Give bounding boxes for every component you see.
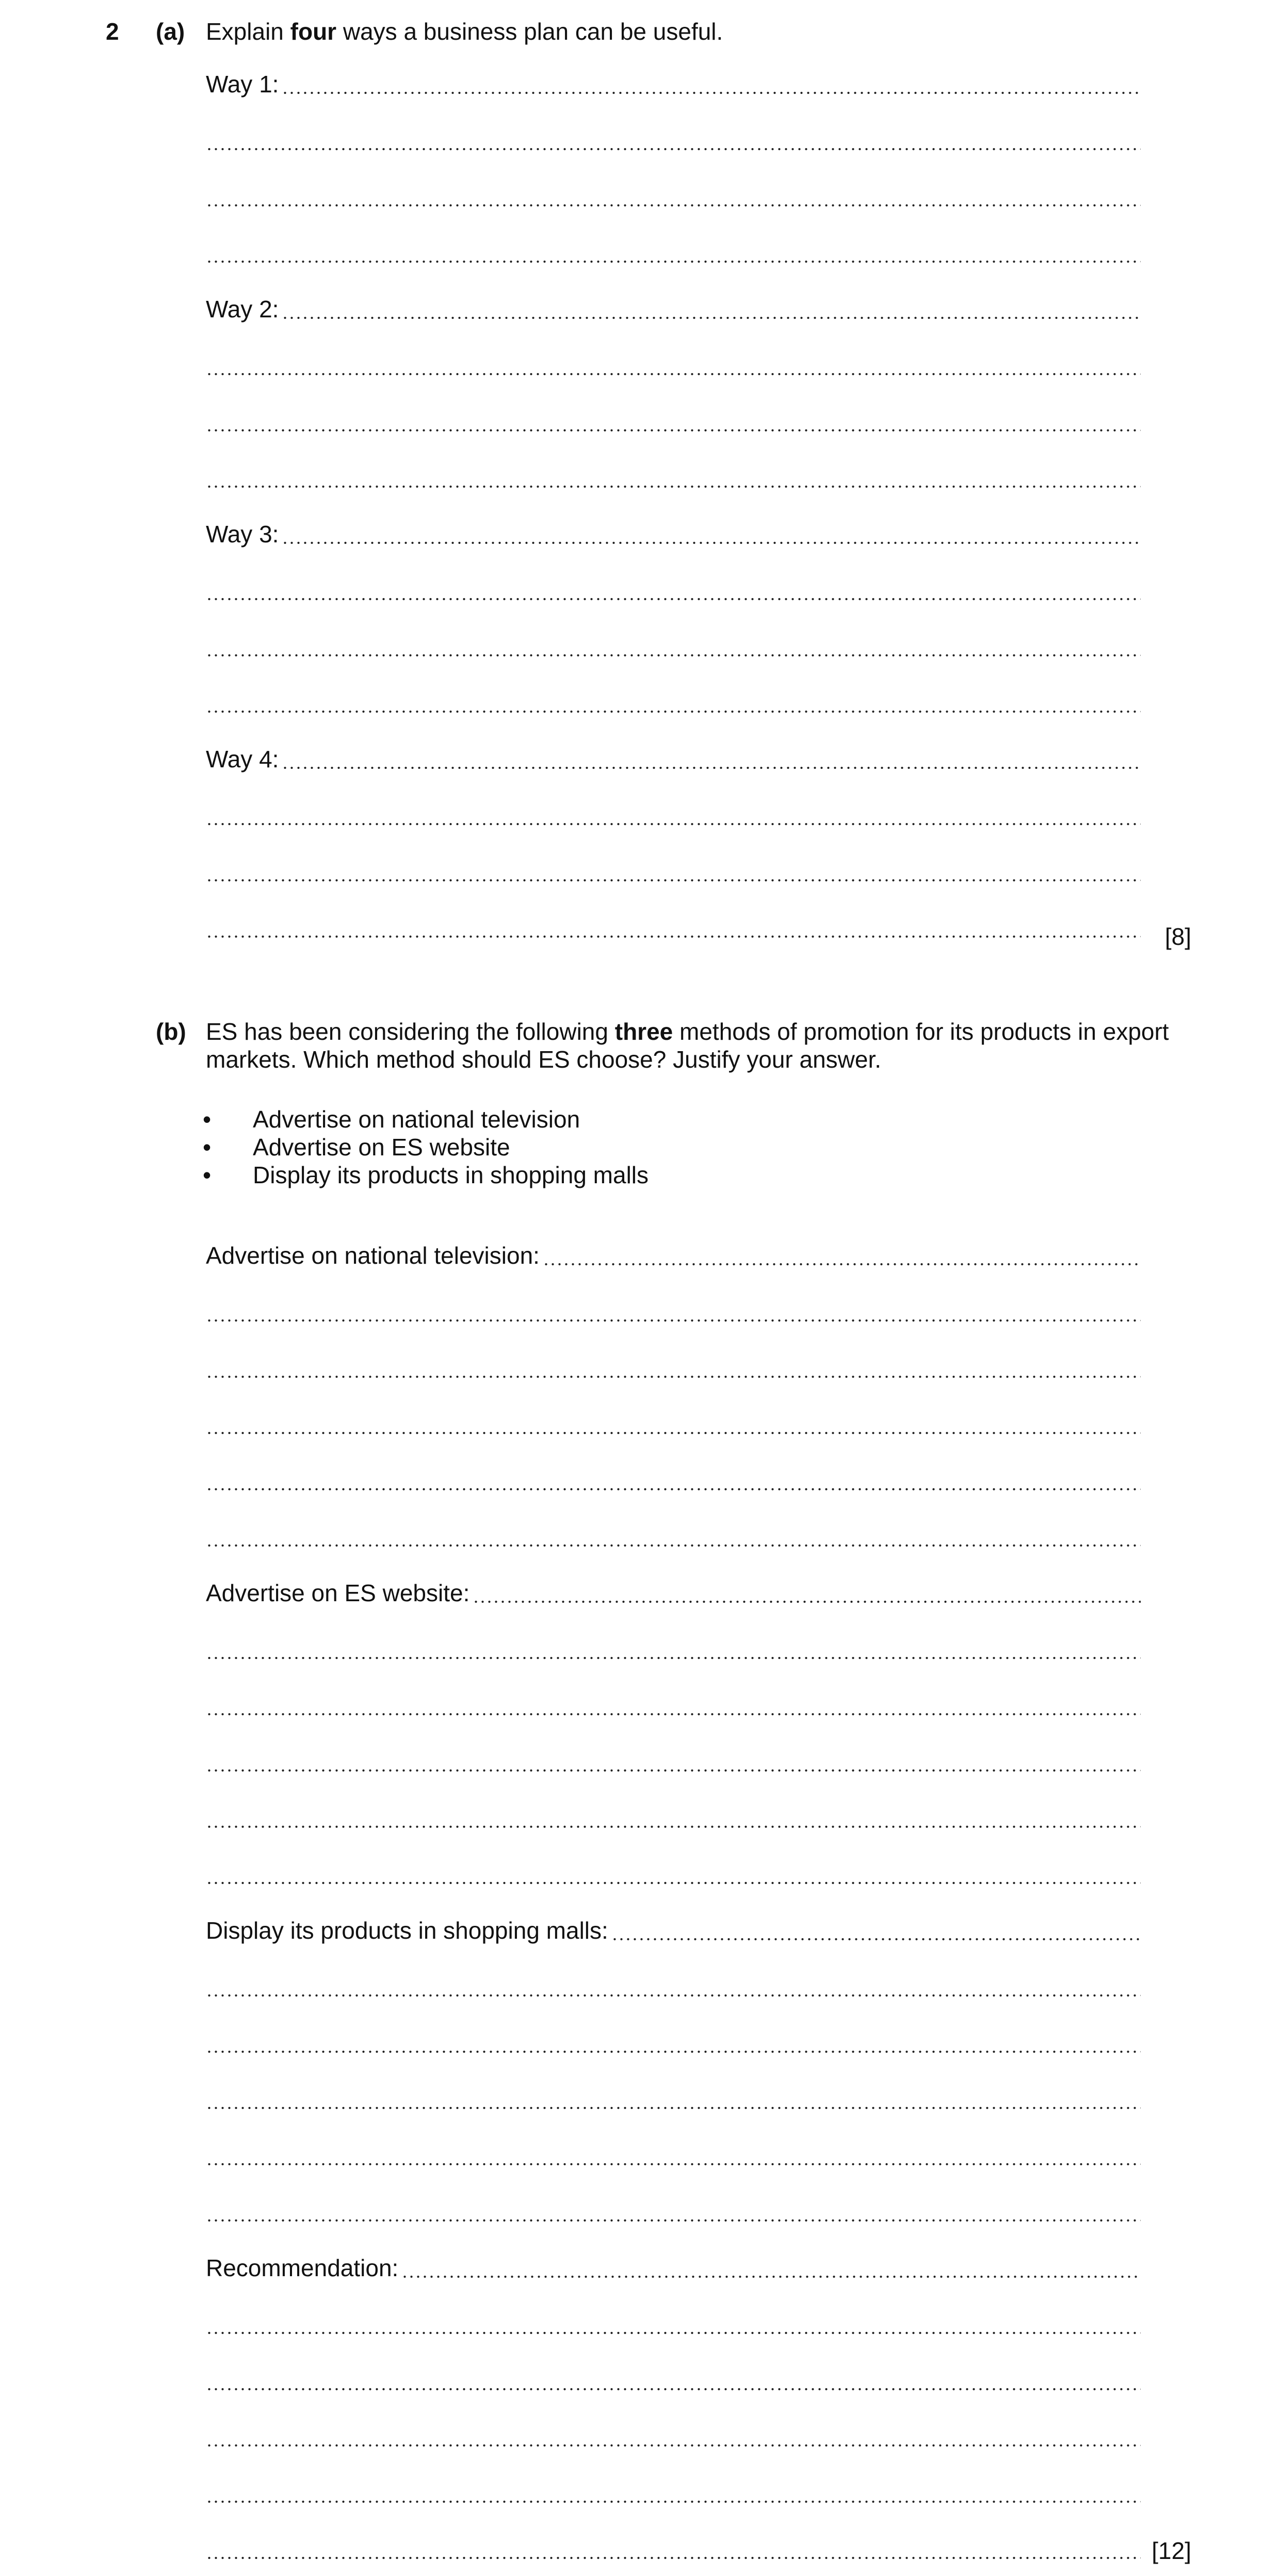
part-a-answer-line[interactable]	[206, 576, 1141, 602]
part-a-answer-line-labelled[interactable]	[206, 520, 1141, 546]
part-a-stem	[206, 20, 723, 43]
bullet-marker: •	[203, 1134, 212, 1161]
part-b-marks: [12]	[1152, 2537, 1191, 2564]
dotted-rule	[206, 1431, 1141, 1435]
dotted-rule	[401, 2275, 1141, 2279]
dotted-rule	[206, 935, 1141, 939]
dotted-rule	[206, 1543, 1141, 1548]
dotted-rule	[282, 91, 1141, 95]
part-b-answer-line[interactable]	[206, 1298, 1141, 1324]
dotted-rule	[473, 1600, 1141, 1604]
part-a-answer-line[interactable]	[206, 858, 1141, 883]
part-b-answer-line-labelled[interactable]	[206, 1242, 1141, 1267]
bullet-item: Advertise on national television	[253, 1106, 580, 1133]
dotted-rule	[206, 485, 1141, 489]
part-b-stem-end: methods of promotion for its products in export	[673, 1018, 1169, 1045]
dotted-rule	[206, 428, 1141, 432]
part-b-answer-line-labelled[interactable]	[206, 2254, 1141, 2280]
part-a-answer-line[interactable]	[206, 914, 1141, 940]
part-b-answer-label: Recommendation:	[206, 2255, 399, 2281]
part-a-answer-line[interactable]	[206, 464, 1141, 490]
part-b-answer-line[interactable]	[206, 1523, 1141, 1549]
part-a-answer-line[interactable]	[206, 351, 1141, 377]
dotted-rule	[206, 147, 1141, 151]
part-a-answer-line-labelled[interactable]	[206, 70, 1141, 96]
part-a-stem-start: Explain	[206, 18, 290, 45]
part-a-answer-line[interactable]	[206, 408, 1141, 433]
dotted-rule	[206, 1318, 1141, 1323]
part-b-answer-line[interactable]	[206, 1973, 1141, 1999]
bullet-item: Display its products in shopping malls	[253, 1162, 649, 1188]
part-a-marks: [8]	[1164, 923, 1191, 950]
dotted-rule	[206, 2106, 1141, 2110]
part-b-answer-line[interactable]	[206, 2198, 1141, 2224]
question-number: 2	[106, 18, 119, 45]
part-a-answer-line[interactable]	[206, 801, 1141, 827]
part-b-answer-line[interactable]	[206, 1748, 1141, 1774]
dotted-rule	[543, 1262, 1141, 1266]
part-a-answer-line[interactable]	[206, 239, 1141, 265]
part-b-answer-line[interactable]	[206, 1354, 1141, 1380]
bullet-marker: •	[203, 1106, 212, 1133]
part-a-label: (a)	[156, 18, 185, 45]
part-a-stem-end: ways a business plan can be useful.	[336, 18, 723, 45]
dotted-rule	[206, 1656, 1141, 1660]
part-b-answer-line-labelled[interactable]	[206, 1917, 1141, 1942]
part-b-answer-line[interactable]	[206, 1635, 1141, 1661]
dotted-rule	[206, 372, 1141, 376]
dotted-rule	[282, 541, 1141, 545]
part-b-stem-start: ES has been considering the following	[206, 1018, 615, 1045]
part-b-answer-label: Advertise on national television:	[206, 1242, 540, 1269]
dotted-rule	[206, 260, 1141, 264]
dotted-rule	[206, 1881, 1141, 1885]
dotted-rule	[611, 1937, 1141, 1941]
part-a-answer-line-labelled[interactable]	[206, 295, 1141, 321]
part-b-answer-line[interactable]	[206, 2479, 1141, 2505]
part-b-answer-line[interactable]	[206, 1692, 1141, 1717]
part-a-answer-label: Way 4:	[206, 746, 279, 772]
part-a-answer-line[interactable]	[206, 126, 1141, 152]
part-b-answer-label: Display its products in shopping malls:	[206, 1917, 608, 1944]
dotted-rule	[206, 1375, 1141, 1379]
dotted-rule	[206, 653, 1141, 657]
dotted-rule	[206, 2331, 1141, 2335]
part-b-answer-line[interactable]	[206, 1804, 1141, 1830]
part-b-label: (b)	[156, 1018, 186, 1045]
dotted-rule	[206, 1993, 1141, 1998]
part-b-answer-line[interactable]	[206, 2310, 1141, 2336]
dotted-rule	[206, 1768, 1141, 1773]
bullet-marker: •	[203, 1162, 212, 1188]
part-b-answer-line[interactable]	[206, 1467, 1141, 1492]
part-b-answer-line[interactable]	[206, 1410, 1141, 1436]
part-a-answer-label: Way 3:	[206, 521, 279, 548]
bullet-item: Advertise on ES website	[253, 1134, 510, 1161]
dotted-rule	[206, 822, 1141, 826]
part-b-answer-line[interactable]	[206, 2366, 1141, 2392]
part-b-answer-line[interactable]	[206, 2535, 1141, 2561]
dotted-rule	[206, 2050, 1141, 2054]
dotted-rule	[206, 2162, 1141, 2166]
dotted-rule	[206, 203, 1141, 207]
dotted-rule	[206, 2556, 1141, 2560]
dotted-rule	[282, 316, 1141, 320]
dotted-rule	[206, 2218, 1141, 2223]
part-b-answer-line[interactable]	[206, 2142, 1141, 2167]
dotted-rule	[206, 710, 1141, 714]
part-b-stem-line-1	[206, 1020, 1169, 1043]
dotted-rule	[206, 2387, 1141, 2391]
part-b-answer-line[interactable]	[206, 2085, 1141, 2111]
part-a-answer-line-labelled[interactable]	[206, 745, 1141, 771]
dotted-rule	[206, 1825, 1141, 1829]
part-a-answer-label: Way 2:	[206, 296, 279, 323]
dotted-rule	[282, 766, 1141, 770]
part-b-stem-emphasis: three	[614, 1018, 673, 1045]
part-a-answer-line[interactable]	[206, 633, 1141, 658]
part-a-answer-label: Way 1:	[206, 71, 279, 98]
dotted-rule	[206, 878, 1141, 882]
part-b-stem-line-2: markets. Which method should ES choose? Justify your answer.	[206, 1046, 882, 1073]
part-b-answer-line[interactable]	[206, 2029, 1141, 2055]
dotted-rule	[206, 1487, 1141, 1491]
dotted-rule	[206, 1712, 1141, 1716]
part-b-answer-line[interactable]	[206, 1860, 1141, 1886]
dotted-rule	[206, 597, 1141, 601]
dotted-rule	[206, 2500, 1141, 2504]
part-a-answer-line[interactable]	[206, 689, 1141, 715]
part-b-answer-line-labelled[interactable]	[206, 1579, 1141, 1605]
part-b-answer-line[interactable]	[206, 2423, 1141, 2449]
dotted-rule	[206, 2443, 1141, 2448]
part-a-answer-line[interactable]	[206, 183, 1141, 208]
part-b-answer-label: Advertise on ES website:	[206, 1580, 470, 1606]
part-a-stem-emphasis: four	[290, 18, 337, 45]
